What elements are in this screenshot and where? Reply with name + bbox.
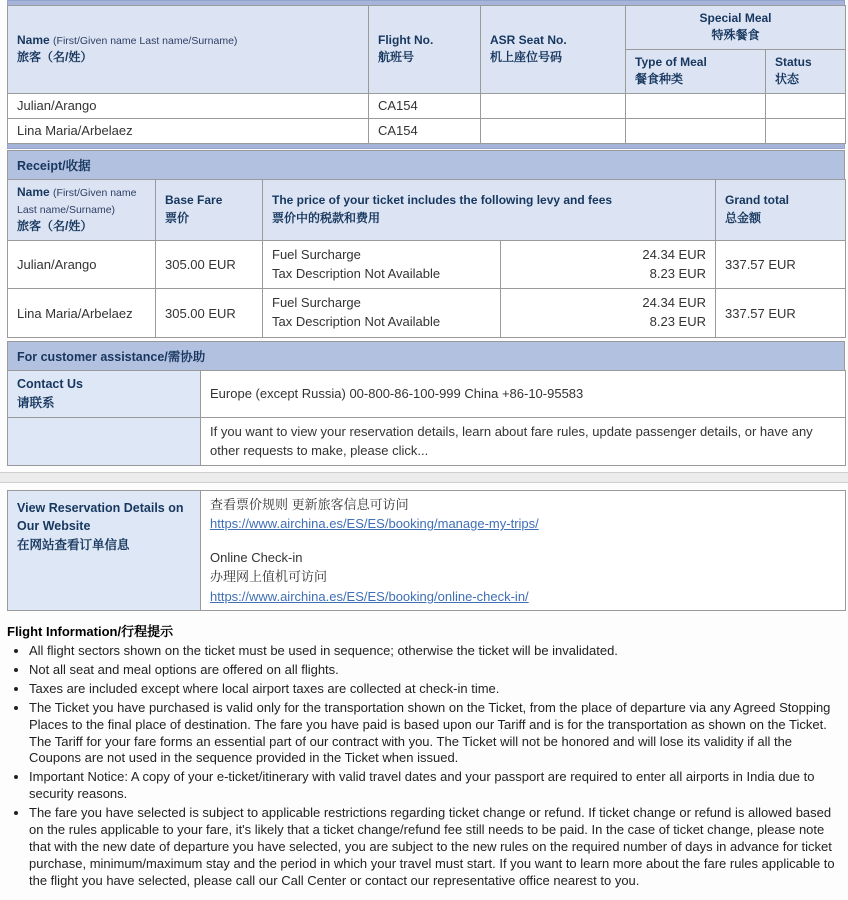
receipt-section-header: Receipt/收据 [7,150,845,179]
view-reservation-zh: 在网站查看订单信息 [17,538,130,553]
flight-no: CA154 [369,93,481,118]
flight-info-bullet: • The Ticket you have purchased is valid only for the transportation shown on the Ticket, from the place of departure via any Agreed Stopping Places to the final place of destination. The fare you have paid is based upon our Tariff and is for the transportation as shown on the Ticket. The Tariff for your fare forms an essential part of our contract with you. The Ticket will not be honored and will lose its validity if all the Coupons are not used in the sequence provided in the Ticket when issued. [29,700,845,768]
reservation-table [7,490,846,612]
fee-amounts [500,241,715,289]
passenger-table [7,5,846,144]
meal-status [766,118,846,143]
meal-type [626,93,766,118]
meal-header-zh: 特殊餐食 [711,28,760,43]
status-header-en: Status [775,54,812,69]
receipt-grand-total: 337.57 EUR [716,289,846,338]
fee-descriptions [263,241,500,289]
assistance-note-row [8,417,846,465]
flight-info-bullet: • Important Notice: A copy of your e-ticket/itinerary with valid travel dates and your passport are required to enter all airports in India due to security reasons. [29,769,845,803]
fee-amount-line: 8.23 EUR [649,314,706,330]
meal-type-header-en: Type of Meal [635,54,707,69]
receipt-col-name [8,179,156,240]
grand-total-en: Grand total [725,193,790,208]
passenger-name: Julian/Arango [8,93,369,118]
receipt-name-en: Name [17,184,50,199]
status-header-zh: 状态 [775,72,800,87]
fee-descriptions [263,289,500,337]
meal-type-header-zh: 餐食种类 [635,72,684,87]
flight-header-en: Flight No. [378,32,434,47]
flight-info-bullet: • The fare you have selected is subject to applicable restrictions regarding ticket change or refund. If ticket change or refund is allowed based on the rules applicable to your fare, it's likely that a ticket change/refund fee still needs to be paid. In the case of ticket change, please note that with the new date of departure you have selected, you are subject to the new rules on the required number of days in advance for ticket purchase, minimum/maximum stay and the period in which your travel must start. If you want to learn more about the fare rules applicable to the flight you have selected, please call our Call Center or contact our representative office nearest to you. [29,805,845,889]
receipt-passenger-name: Lina Maria/Arbelaez [8,289,156,338]
receipt-row [8,289,846,338]
section-separator [0,472,848,483]
flight-info-bullet: • Taxes are included except where local airport taxes are collected at check-in time. [29,681,845,698]
fee-desc-line: Tax Description Not Available [272,314,441,330]
assistance-section-header: For customer assistance/需协助 [7,341,845,370]
receipt-name-sub: (First/Given name Last name/Surname) [17,186,137,216]
contact-us-label [8,371,201,418]
name-header-zh: 旅客（名/姓） [17,50,93,65]
empty-label-cell [8,417,201,465]
contact-us-en: Contact Us [17,377,83,392]
passenger-row [8,93,846,118]
receipt-table [7,179,846,339]
flight-no: CA154 [369,118,481,143]
col-header-asr-seat [481,6,626,94]
receipt-passenger-name: Julian/Arango [8,240,156,289]
receipt-base-fare: 305.00 EUR [156,289,263,338]
fees-header-en: The price of your ticket includes the following levy and fees [272,193,613,208]
view-reservation-label [8,490,201,611]
fee-amount-line: 24.34 EUR [642,246,706,262]
receipt-fees [263,240,716,289]
fee-amount-line: 24.34 EUR [642,295,706,311]
meal-type [626,118,766,143]
manage-my-trips-link[interactable]: https://www.airchina.es/ES/ES/booking/manage-my-trips/ [210,516,539,532]
assistance-note: If you want to view your reservation details, learn about fare rules, update passenger details, or have any other requests to make, please click... [201,417,846,465]
col-header-name [8,6,369,94]
spacer [210,534,836,548]
meal-header-en: Special Meal [699,11,772,25]
fees-header-zh: 票价中的税款和费用 [272,210,381,225]
flight-info-bullet: • Not all seat and meal options are offered on all flights. [29,662,845,679]
receipt-base-fare: 305.00 EUR [156,240,263,289]
flight-info-bullet: • All flight sectors shown on the ticket must be used in sequence; otherwise the ticket will be invalidated. [29,643,845,660]
contact-us-zh: 请联系 [17,395,55,410]
col-header-status [766,49,846,93]
receipt-fees [263,289,716,338]
receipt-col-grand-total [716,179,846,240]
grand-total-zh: 总金额 [725,210,762,225]
flight-info-title: Flight Information/行程提示 [7,624,174,640]
receipt-row [8,240,846,289]
flight-info-list [29,643,845,889]
col-header-meal-type [626,49,766,93]
fare-rules-intro-zh: 查看票价规则 更新旅客信息可访问 [210,496,409,512]
fee-desc-line: Fuel Surcharge [272,295,361,311]
col-header-special-meal [626,6,846,50]
base-fare-zh: 票价 [165,210,190,225]
contact-row [8,371,846,418]
receipt-name-zh: 旅客（名/姓） [17,219,93,234]
seat-header-zh: 机上座位号码 [490,50,563,65]
reservation-links-cell [201,490,846,611]
receipt-grand-total: 337.57 EUR [716,240,846,289]
divider-strip [7,144,845,149]
assistance-table [7,370,846,466]
online-checkin-link[interactable]: https://www.airchina.es/ES/ES/booking/online-check-in/ [210,588,529,604]
name-header-en: Name [17,32,50,47]
col-header-flight-no [369,6,481,94]
flight-header-zh: 航班号 [378,50,415,65]
fee-amount-line: 8.23 EUR [649,265,706,281]
asr-seat-no [481,118,626,143]
base-fare-en: Base Fare [165,193,223,208]
view-reservation-en: View Reservation Details on Our Website [17,500,184,534]
contact-phone-numbers: Europe (except Russia) 00-800-86-100-999 China +86-10-95583 [201,371,846,418]
fee-amounts [500,289,715,337]
meal-status [766,93,846,118]
online-checkin-label: Online Check-in [210,549,303,565]
passenger-row [8,118,846,143]
reservation-row [8,490,846,611]
receipt-col-fees [263,179,716,240]
passenger-name: Lina Maria/Arbelaez [8,118,369,143]
seat-header-en: ASR Seat No. [490,32,567,47]
fee-desc-line: Fuel Surcharge [272,246,361,262]
receipt-col-base-fare [156,179,263,240]
online-checkin-zh: 办理网上值机可访问 [210,569,328,585]
name-header-sub: (First/Given name Last name/Surname) [53,34,238,47]
asr-seat-no [481,93,626,118]
fee-desc-line: Tax Description Not Available [272,265,441,281]
